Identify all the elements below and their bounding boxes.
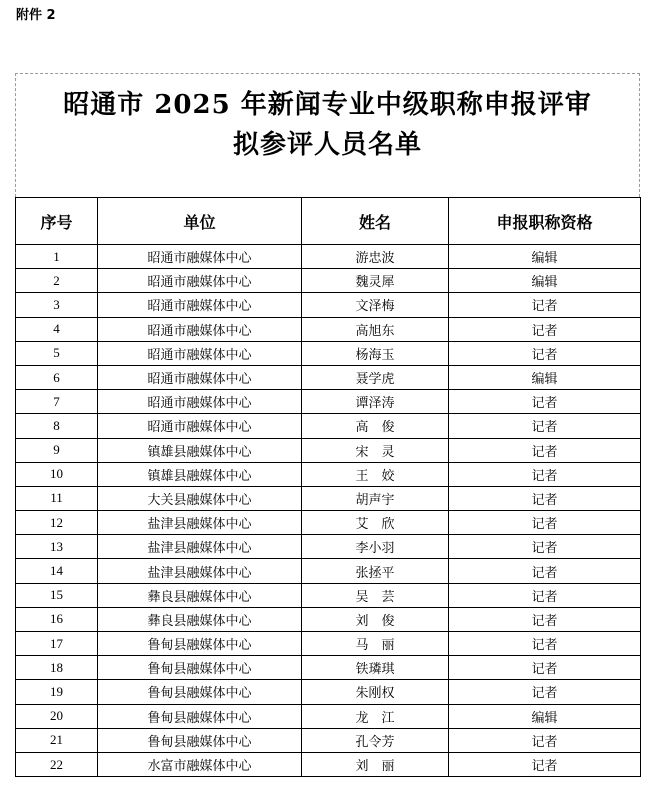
cell-serial-number: 15 [16,583,98,607]
cell-name: 铁璘琪 [302,656,449,680]
cell-title-qualification: 编辑 [449,245,641,269]
table-row [16,462,641,486]
cell-unit: 盐津县融媒体中心 [98,559,302,583]
cell-serial-number: 8 [16,414,98,438]
cell-title-qualification: 记者 [449,656,641,680]
cell-unit: 盐津县融媒体中心 [98,535,302,559]
table-row [16,293,641,317]
cell-unit: 昭通市融媒体中心 [98,269,302,293]
cell-unit: 鲁甸县融媒体中心 [98,728,302,752]
cell-title-qualification: 记者 [449,607,641,631]
cell-title-qualification: 编辑 [449,269,641,293]
table-row [16,583,641,607]
header-serial-number: 序号 [16,198,98,245]
cell-name: 杨海玉 [302,341,449,365]
cell-name: 李小羽 [302,535,449,559]
roster-table [15,197,641,777]
cell-serial-number: 12 [16,511,98,535]
cell-unit: 鲁甸县融媒体中心 [98,656,302,680]
cell-unit: 彝良县融媒体中心 [98,583,302,607]
cell-title-qualification: 记者 [449,680,641,704]
cell-unit: 昭通市融媒体中心 [98,317,302,341]
table-row [16,535,641,559]
table-row [16,680,641,704]
cell-title-qualification: 记者 [449,583,641,607]
cell-name: 高旭东 [302,317,449,341]
table-row [16,317,641,341]
table-row [16,559,641,583]
table-row [16,269,641,293]
cell-name: 聂学虎 [302,365,449,389]
cell-name: 文泽梅 [302,293,449,317]
cell-serial-number: 9 [16,438,98,462]
cell-unit: 鲁甸县融媒体中心 [98,704,302,728]
cell-unit: 昭通市融媒体中心 [98,365,302,389]
table-row [16,728,641,752]
header-name: 姓名 [302,198,449,245]
cell-serial-number: 6 [16,365,98,389]
table-row [16,390,641,414]
table-row [16,341,641,365]
cell-title-qualification: 记者 [449,438,641,462]
cell-serial-number: 22 [16,752,98,776]
cell-title-qualification: 记者 [449,511,641,535]
cell-unit: 昭通市融媒体中心 [98,245,302,269]
cell-title-qualification: 记者 [449,341,641,365]
cell-unit: 镇雄县融媒体中心 [98,462,302,486]
cell-title-qualification: 记者 [449,632,641,656]
roster-body [16,245,641,777]
cell-name: 刘 俊 [302,607,449,631]
cell-name: 宋 灵 [302,438,449,462]
table-row [16,438,641,462]
table-row [16,656,641,680]
cell-unit: 镇雄县融媒体中心 [98,438,302,462]
cell-name: 张拯平 [302,559,449,583]
cell-name: 朱刚权 [302,680,449,704]
cell-name: 游忠波 [302,245,449,269]
cell-title-qualification: 记者 [449,535,641,559]
cell-serial-number: 4 [16,317,98,341]
cell-unit: 鲁甸县融媒体中心 [98,632,302,656]
cell-title-qualification: 记者 [449,293,641,317]
cell-serial-number: 20 [16,704,98,728]
table-row [16,511,641,535]
cell-unit: 大关县融媒体中心 [98,486,302,510]
cell-serial-number: 17 [16,632,98,656]
cell-serial-number: 16 [16,607,98,631]
cell-unit: 昭通市融媒体中心 [98,341,302,365]
cell-title-qualification: 记者 [449,317,641,341]
cell-name: 吴 芸 [302,583,449,607]
document-title-line-2: 拟参评人员名单 [232,130,422,160]
cell-name: 马 丽 [302,632,449,656]
cell-title-qualification: 记者 [449,752,641,776]
header-title-qualification: 申报职称资格 [449,198,641,245]
cell-unit: 昭通市融媒体中心 [98,414,302,438]
cell-serial-number: 13 [16,535,98,559]
cell-title-qualification: 记者 [449,462,641,486]
cell-serial-number: 2 [16,269,98,293]
table-row [16,632,641,656]
cell-serial-number: 3 [16,293,98,317]
title-box [15,73,640,197]
cell-title-qualification: 记者 [449,559,641,583]
document-title-line-1: 昭通市 2025 年新闻专业中级职称申报评审 [63,90,592,120]
cell-unit: 昭通市融媒体中心 [98,293,302,317]
cell-name: 谭泽涛 [302,390,449,414]
cell-name: 高 俊 [302,414,449,438]
cell-serial-number: 19 [16,680,98,704]
header-unit: 单位 [98,198,302,245]
table-row [16,752,641,776]
cell-unit: 水富市融媒体中心 [98,752,302,776]
table-header-row [16,198,641,245]
cell-name: 孔令芳 [302,728,449,752]
table-row [16,607,641,631]
cell-title-qualification: 记者 [449,486,641,510]
table-row [16,414,641,438]
cell-name: 魏灵犀 [302,269,449,293]
attachment-label: 附件 2 [16,8,56,23]
cell-serial-number: 10 [16,462,98,486]
cell-name: 刘 丽 [302,752,449,776]
cell-unit: 昭通市融媒体中心 [98,390,302,414]
cell-serial-number: 5 [16,341,98,365]
cell-title-qualification: 记者 [449,390,641,414]
table-row [16,365,641,389]
table-row [16,704,641,728]
cell-serial-number: 21 [16,728,98,752]
cell-name: 胡声宇 [302,486,449,510]
cell-serial-number: 18 [16,656,98,680]
cell-title-qualification: 编辑 [449,365,641,389]
cell-name: 王 姣 [302,462,449,486]
cell-title-qualification: 记者 [449,414,641,438]
cell-serial-number: 1 [16,245,98,269]
table-row [16,245,641,269]
cell-title-qualification: 编辑 [449,704,641,728]
cell-unit: 盐津县融媒体中心 [98,511,302,535]
table-row [16,486,641,510]
cell-serial-number: 14 [16,559,98,583]
cell-name: 艾 欣 [302,511,449,535]
cell-title-qualification: 记者 [449,728,641,752]
cell-unit: 鲁甸县融媒体中心 [98,680,302,704]
cell-unit: 彝良县融媒体中心 [98,607,302,631]
cell-serial-number: 11 [16,486,98,510]
cell-serial-number: 7 [16,390,98,414]
cell-name: 龙 江 [302,704,449,728]
